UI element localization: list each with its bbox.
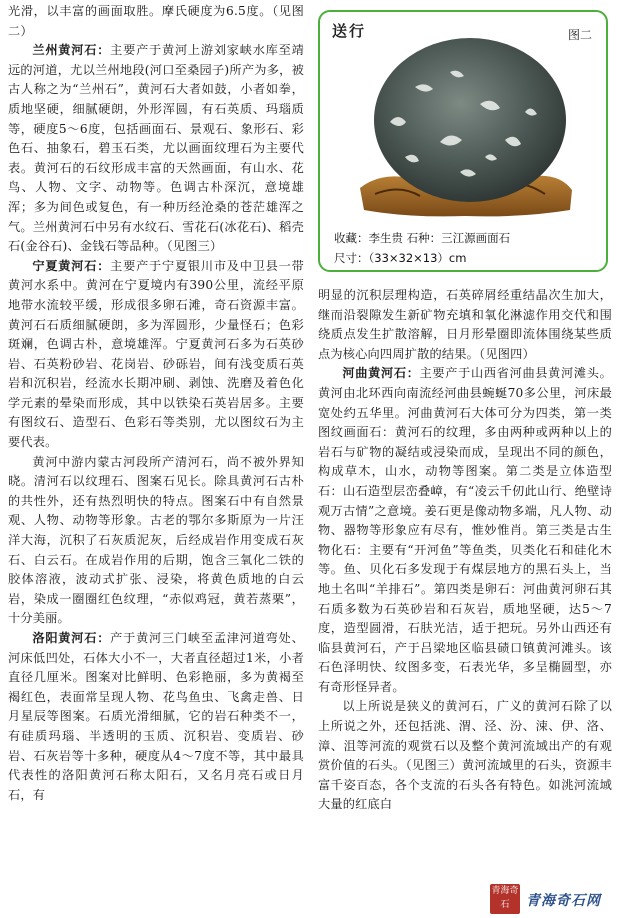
paragraph-inner-mongolia: 黄河中游内蒙古河段所产清河石，尚不被外界知晓。清河石以纹理石、图案石见长。除具黄河石古朴的共性外，还有热烈明快的特点。图案石中有自然景观、人物、动物等形象。古老的鄂尔多斯原为一片汪洋大海，沉积了石灰质泥灰，后经成岩作用变成石灰石、白云石。在成岩作用的后期，饱含三氧化二铁的胶体溶液，波动式扩张、浸染，将黄色质地的白云岩，染成一圈圈红色纹理，“赤似鸡冠，黄若蒸栗”，十分美丽。	[8, 454, 304, 626]
ningxia-text: 主要产于宁夏银川市及中卫县一带黄河水系中。黄河在宁夏境内有390公里，流经平原地带水流较平缓，形成很多卵石滩，奇石资源丰富。黄河石石质细腻硬朗，多为浑圆形，少量怪石；色彩斑斓，色调古朴，意境雄浑。宁夏黄河石多为石英砂岩、石英粉砂岩、花岗岩、砂砾岩，间有浅变质石英岩和沉积岩，经流水长期冲刷、剥蚀、洗磨及着色化学元素的晕染而形成，其中以铁染石英岩居多。主要有图纹石、造型石、色彩石等类别，尤以图纹石为主要代表。	[8, 258, 304, 450]
paragraph-intro: 光滑，以丰富的画面取胜。摩氏硬度为6.5度。（见图二）	[8, 4, 304, 38]
paragraph-ningxia	[8, 257, 304, 453]
lanzhou-heading: 兰州黄河石：	[32, 43, 111, 58]
luoyang-text: 产于黄河三门峡至孟津河道弯处、河床低凹处，石体大小不一，大者直径超过1米，小者直径几厘米。图案对比鲜明、色彩艳丽，多为黄褐至褐红色，表面常呈现人物、花鸟鱼虫、飞禽走兽、日月星辰等图案。石质光滑细腻，它的岩石种类不一，有硅质玛瑙、半透明的玉质、沉积岩、变质岩、砂岩、石灰岩等十多种，硬度从4～7度不等，其中最具代表性的洛阳黄河石称太阳石，又名月亮石或日月石，有	[8, 631, 304, 802]
lanzhou-text: 主要产于黄河上游刘家峡水库至靖远的河道，尤以兰州地段(河口至桑园子)所产为多，被古人称之为“兰州石”，黄河石大者如鼓，小者如拳，质地坚硬，细腻硬朗，外形浑圆，有石英质、玛瑙质等，硬度5～6度，包括画面石、景观石、象形石、彩色石、抽象石，碧玉石类，尤以画面纹理石为主要代表。黄河石的石纹形成丰富的天然画面，有山水、花鸟、人物、文字、动物等。色调古朴深沉，意境雄浑；多为间色或复色，有一种历经沧桑的苍茫雄浑之气。兰州黄河石中另有水纹石、雪花石(冰花石)、稻壳石(金谷石)、金钱石等品种。（见图三）	[8, 43, 304, 254]
paragraph-lanzhou	[8, 41, 304, 257]
stone-photo-panel	[318, 10, 608, 272]
logo-site-name: 青海奇石网	[526, 893, 601, 909]
logo-seal-icon: 青海奇石	[490, 884, 520, 914]
hequ-text: 主要产于山西省河曲县黄河滩头。黄河由北环西向南流经河曲县蜿蜒70多公里，河床最宽处约五华里。河曲黄河石大体可分为四类，第一类图纹画面石：黄河石的纹理，多由两种或两种以上的岩石与矿物的凝结或浸染而成，呈现出不同的颜色，构成草木，山水，动物等图案。第二类是立体造型石：山石造型层峦叠嶂，有“凌云千仞此山行、绝壁诗观万古情”之意境。姜石更是像动物多端，凡人物、动物、器物等形象应有尽有，惟妙惟肖。第三类是古生物化石：主要有“开河鱼”等鱼类，贝类化石和硅化木等。鱼、贝化石多发现于有煤层地方的黑石头上，当地土名叫“羊排石”。第四类是卵石：河曲黄河卵石其石质多数为石英砂岩和石灰岩，质地坚硬，达5～7度，造型圆滑，石肤光洁，适于把玩。另外山西还有临县黄河石，产于吕梁地区临县碛口镇黄河滩头。该石色泽明快、纹图多变，石表光华，多呈椭圆型，亦有奇形怪异者。	[318, 366, 613, 694]
right-column	[318, 286, 612, 815]
figure-label: 图二	[567, 28, 592, 42]
photo-title: 送行	[332, 22, 367, 40]
hequ-heading: 河曲黄河石：	[342, 366, 420, 381]
paragraph-summary: 以上所说是狭义的黄河石，广义的黄河石除了以上所说之外，还包括洮、渭、泾、汾、涑、伊、洛、漳、沮等河流的观赏石以及整个黄河流域出产的有观赏价值的石头。（见图三）黄河流域里的石头，资源丰富千姿百态，各个支流的石头各有特色。如洮河流域大量的红底白	[318, 699, 612, 812]
paragraph-luoyang-continued: 明显的沉积层理构造，石英碎屑经重结晶次生加大，继而沿裂隙发生新矿物充填和氧化淋滤作用交代和围绕质点发生扩散溶解，日月形晕圈即流体围绕某些质点为核心向四周扩散的结果。（见图四）	[318, 288, 612, 361]
luoyang-heading: 洛阳黄河石：	[32, 631, 111, 645]
photo-caption-collector: 收藏：李生贵 石种：三江源画面石	[334, 231, 511, 245]
left-column	[8, 2, 304, 805]
ningxia-heading: 宁夏黄河石：	[32, 258, 111, 273]
site-logo	[490, 884, 614, 914]
paragraph-hequ	[318, 364, 612, 697]
photo-caption-size: 尺寸：（33×32×13）cm	[334, 251, 467, 265]
paragraph-luoyang	[8, 629, 304, 805]
